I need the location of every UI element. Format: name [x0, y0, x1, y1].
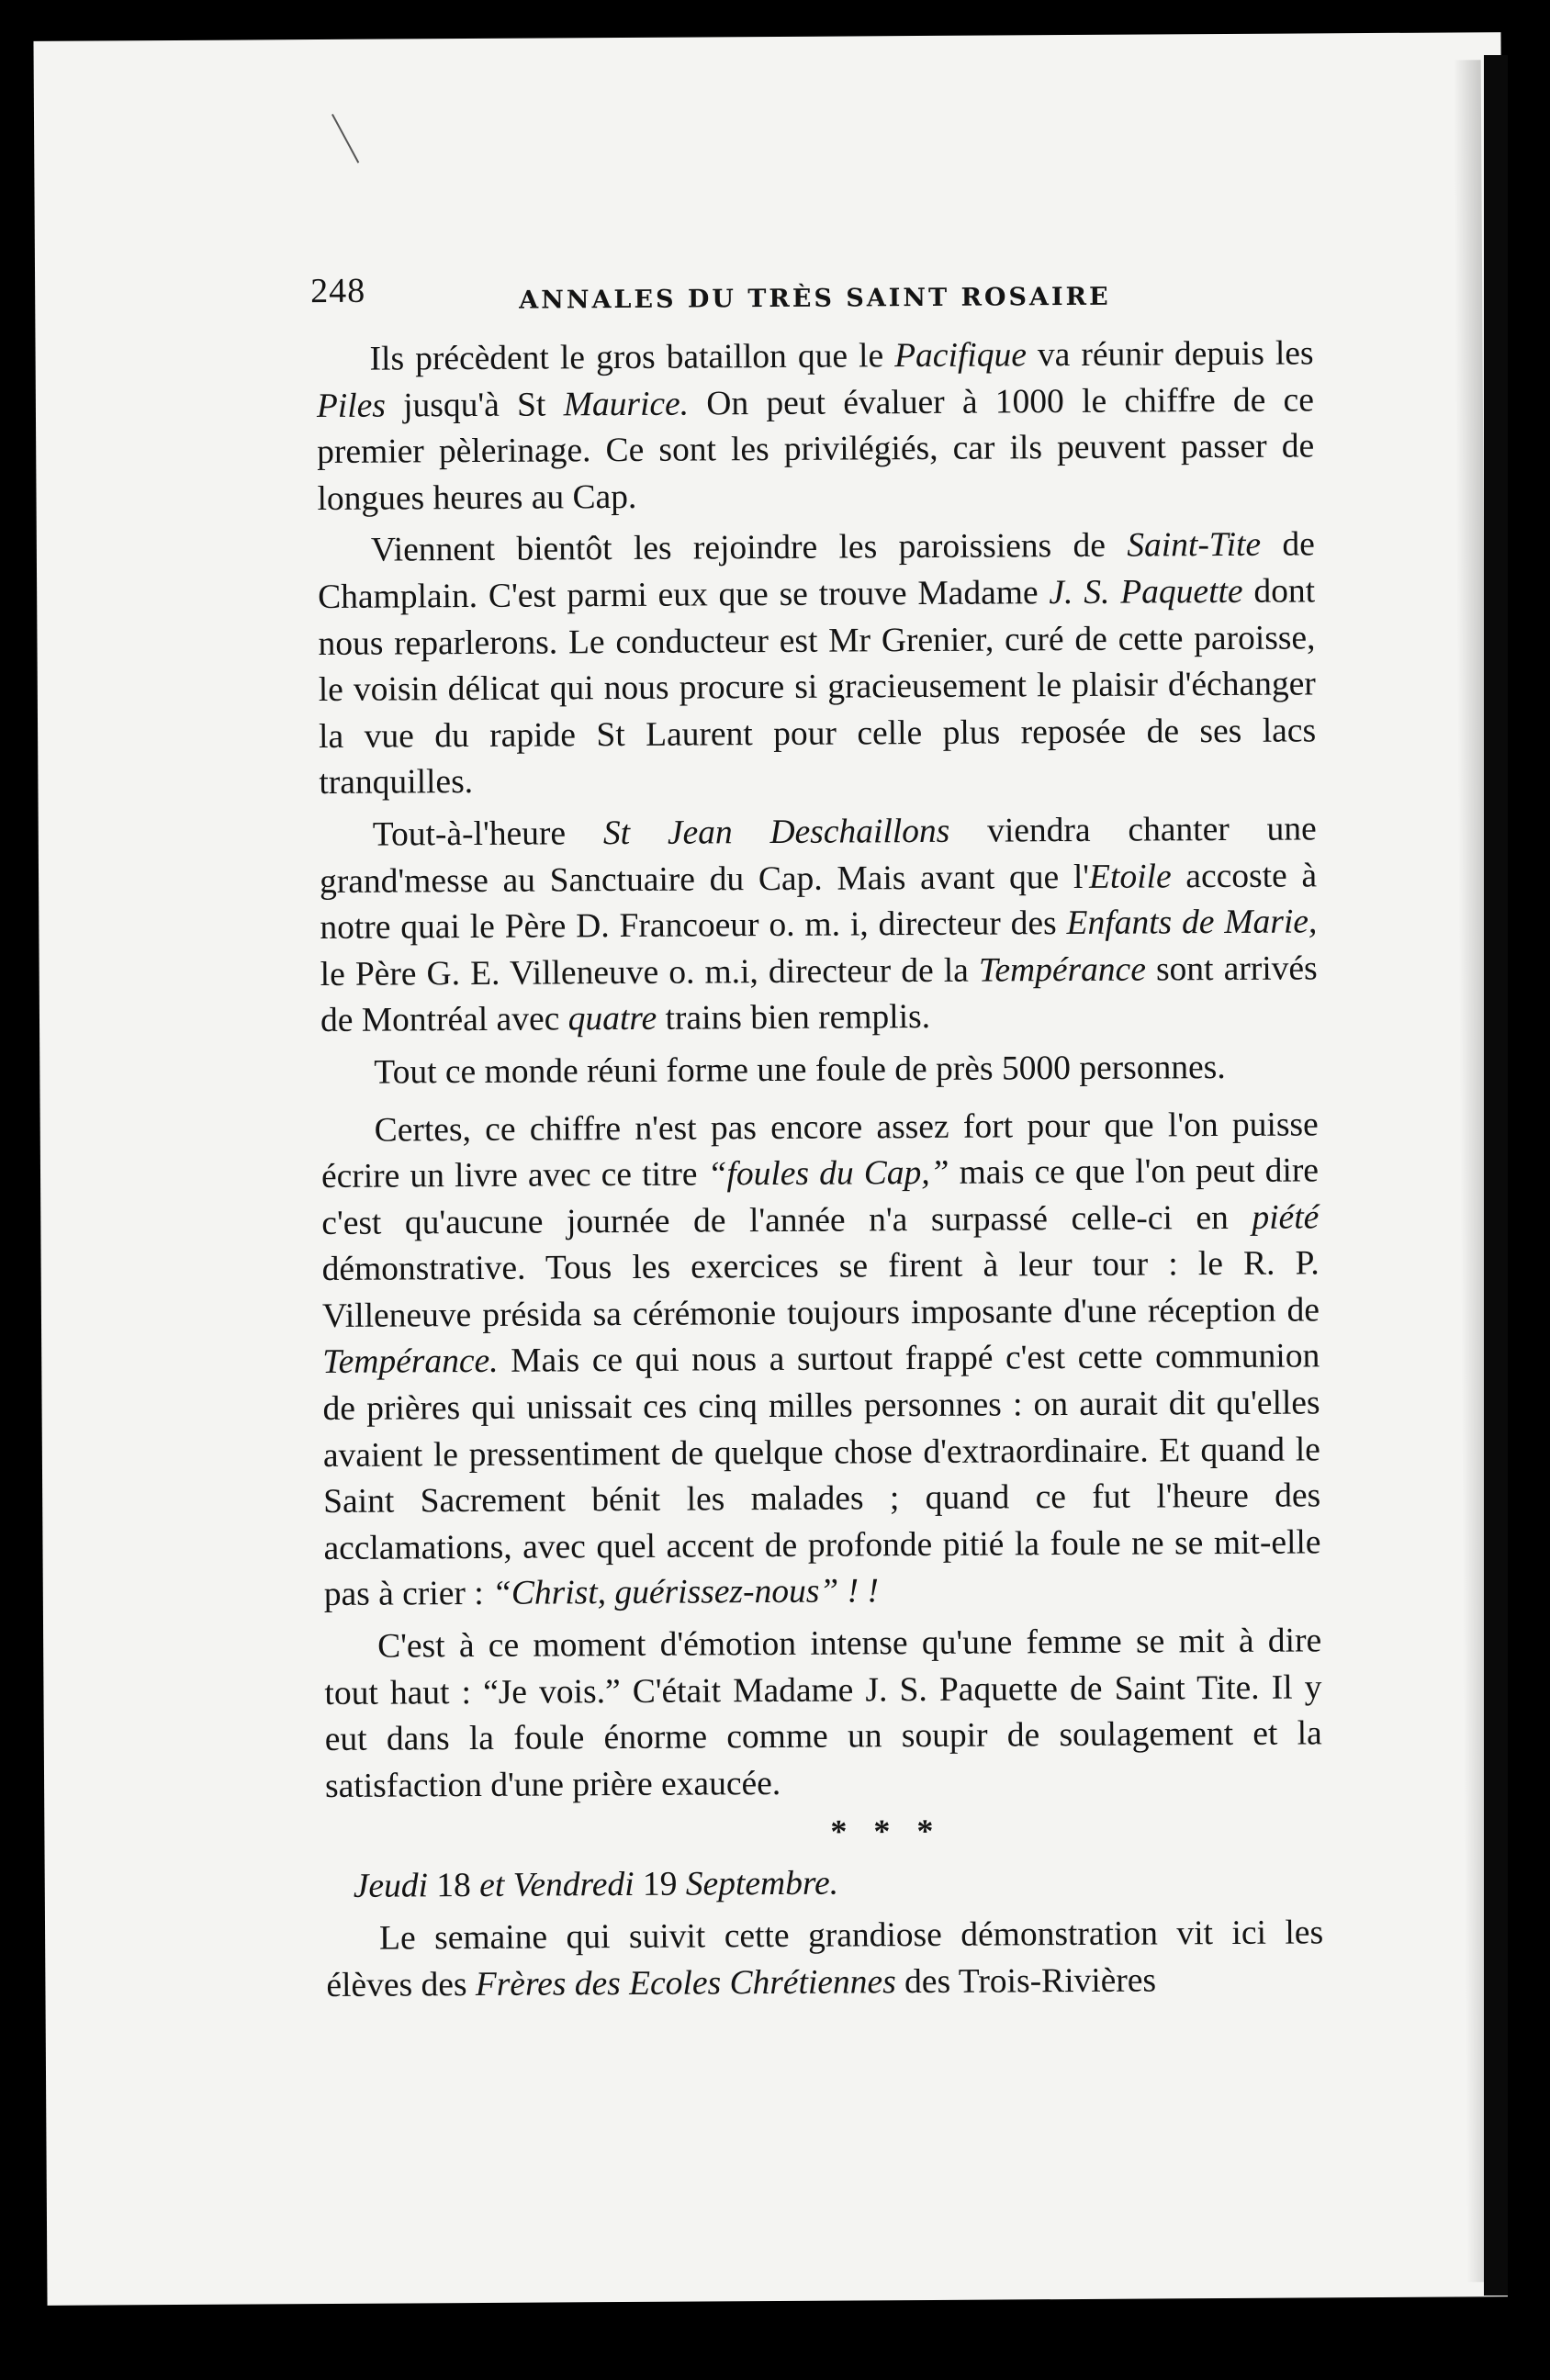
section-dateline: [286, 1858, 1323, 1912]
facing-page-edge: [1484, 55, 1508, 2296]
text-run: Mais ce qui nous a surtout frappé c'est cette communion de prières qui unissait ces cinq milles personnes : on aurait dit qu'elles avaient le pressentiment de quelque chose d'extraordinaire. Et quand le Saint Sacrement bénit les malades ; quand ce fut l'heure des acclamations, avec quel accent de profonde pitié la foule ne se mit-elle pas à crier :: [322, 1337, 1321, 1614]
text-run: le Père G. E. Villeneuve o. m.i, directeur de la: [320, 951, 980, 994]
text-run: mais ce que l'on peut dire c'est qu'aucune journée de l'année n'a surpassé celle-ci en: [321, 1151, 1320, 1242]
text-run: Viennent bientôt les rejoindre les paroissiens de: [370, 527, 1128, 570]
text-run: va réunir depuis les: [1026, 334, 1314, 375]
text-run: Le semaine qui suivit cette grandiose démonstration vit ici les élèves des: [326, 1914, 1324, 2004]
scan-border: [1508, 0, 1550, 2380]
page-number: 248: [310, 271, 366, 311]
italic-run: Pacifique: [894, 336, 1028, 376]
italic-run: Enfants de Marie,: [1066, 903, 1318, 943]
text-run: démonstrative. Tous les exercices se firent à leur tour : le R. P. Villeneuve présida sa cérémonie toujours imposante d'une réception de: [321, 1244, 1320, 1335]
page-header: [275, 226, 1313, 315]
italic-run: Septembre.: [685, 1864, 839, 1904]
italic-run: St Jean Deschaillons: [602, 812, 950, 853]
paragraph-1: [275, 331, 1314, 522]
text-run: viendra chanter une grand'messe au Sanctuaire du Cap. Mais avant que l': [319, 810, 1317, 901]
italic-run: J. S. Paquette: [1049, 572, 1243, 612]
text-run: dont nous reparlerons. Le conducteur est Mr Grenier, curé de cette paroisse, le voisin délicat qui nous procure si gracieusement le plaisir d'échanger la vue du rapide St Laurent pour celle plus reposée de ses lacs tranquilles.: [318, 572, 1317, 803]
text-run: Certes, ce chiffre n'est pas encore assez fort pour que l'on puisse écrire un livre avec ce titre: [320, 1105, 1319, 1196]
text-run: accoste à notre quai le Père D. Francoeur o. m. i, directeur des: [320, 856, 1318, 948]
text-run: Tout ce monde réuni forme une foule de près 5000 personnes.: [374, 1048, 1226, 1092]
text-run: trains bien remplis.: [657, 998, 931, 1038]
italic-run: Tempérance.: [322, 1342, 499, 1382]
paragraph-3: [279, 806, 1319, 1045]
paragraph-4: [280, 1044, 1318, 1096]
text-run: jusqu'à St: [385, 385, 564, 425]
italic-run: “Christ, guérissez-nous” ! !: [491, 1572, 880, 1613]
italic-run: Tempérance: [978, 950, 1147, 990]
text-run: Tout-à-l'heure: [372, 814, 604, 854]
italic-run: piété: [1252, 1198, 1320, 1237]
text-run: Ils précèdent le gros bataillon que le: [369, 337, 895, 378]
text-run: 19: [634, 1866, 686, 1904]
text-run: C'est à ce moment d'émotion intense qu'une femme se mit à dire tout haut : “Je vois.” C'était Madame J. S. Paquette de Saint Tite. Il y eut dans la foule énorme comme un soupir de soulagement et la satisfaction d'une prière exaucée.: [324, 1622, 1322, 1805]
italic-run: Etoile: [1088, 857, 1172, 896]
text-run: sont arrivés de Montréal avec: [320, 949, 1318, 1040]
italic-run: quatre: [567, 1000, 657, 1038]
paragraph-6: [284, 1618, 1322, 1810]
italic-run: Jeudi: [353, 1867, 429, 1906]
italic-run: et Vendredi: [479, 1866, 635, 1905]
book-page: [33, 32, 1514, 2306]
text-run: 18: [427, 1867, 480, 1905]
section-separator: * * *: [830, 1813, 943, 1851]
paragraph-5: [281, 1102, 1321, 1619]
italic-run: Saint-Tite: [1127, 526, 1262, 566]
text-run: de Champlain. C'est parmi eux que se trouve Madame: [318, 525, 1315, 616]
text-run: On peut évaluer à 1000 le chiffre de ce premier pèlerinage. Ce sont les privilégiés, car ils peuvent passer de longues heures au Cap.: [317, 380, 1315, 518]
italic-run: “foules du Cap,”: [707, 1153, 949, 1194]
italic-run: Frères des Ecoles Chrétiennes: [475, 1963, 896, 2004]
running-title: ANNALES DU TRÈS SAINT ROSAIRE: [519, 282, 1111, 315]
paragraph-2: [277, 522, 1317, 807]
text-run: des Trois-Rivières: [895, 1961, 1157, 2002]
italic-run: Maurice.: [563, 385, 690, 423]
italic-run: Piles: [316, 387, 387, 425]
paragraph-7: [286, 1911, 1324, 2010]
page-content: [275, 226, 1324, 2009]
scan-mark: [331, 114, 359, 163]
